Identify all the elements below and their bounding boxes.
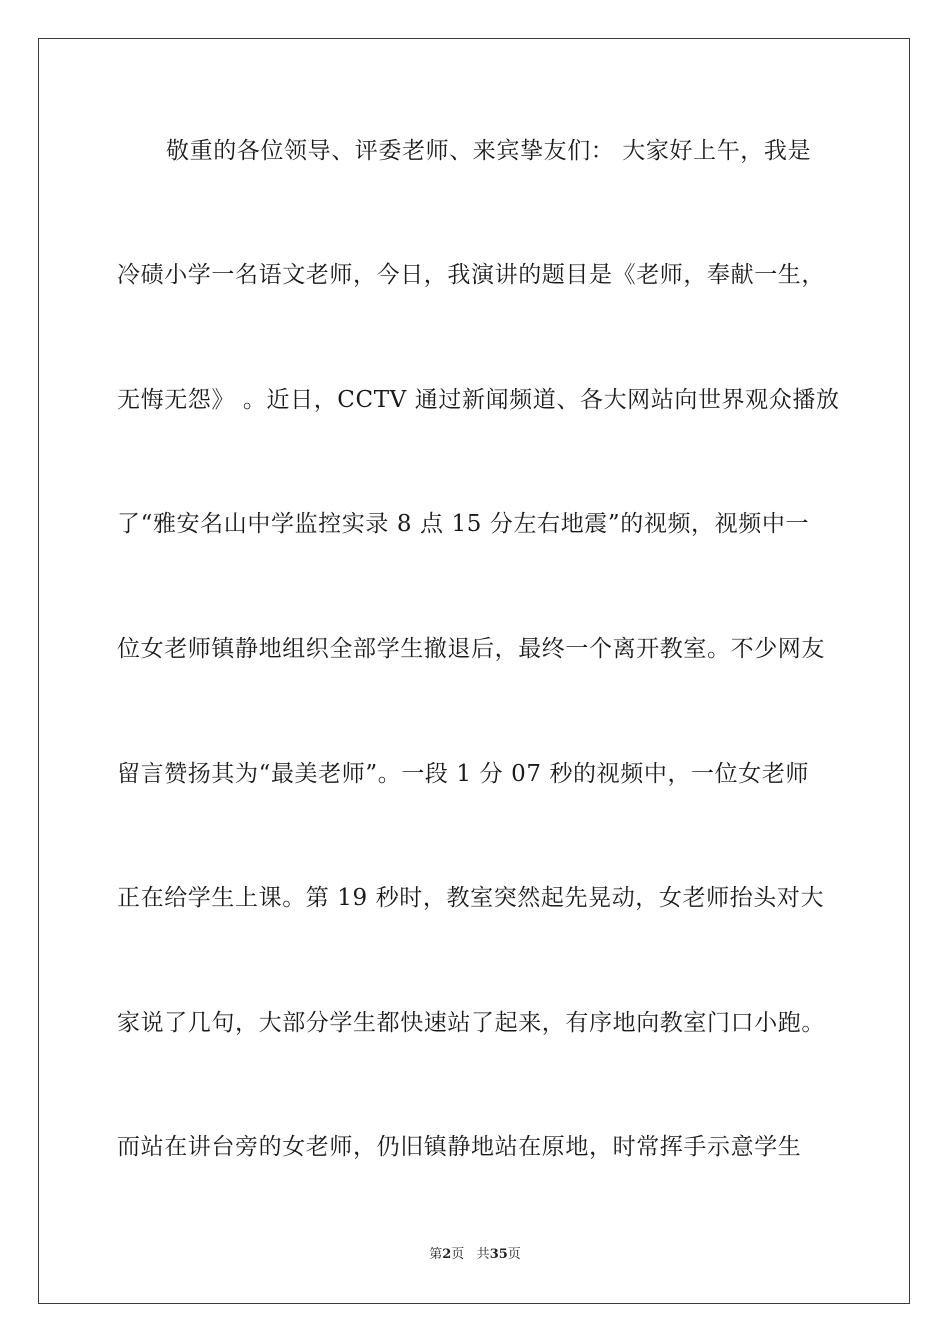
page-border bbox=[38, 38, 910, 1304]
body-text-line: 留言赞扬其为“最美老师”。一段 1 分 07 秒的视频中，一位女老师 bbox=[117, 761, 810, 787]
body-text-line: 敬重的各位领导、评委老师、来宾挚友们： 大家好上午，我是 bbox=[166, 138, 812, 164]
page-number: 2 bbox=[442, 1247, 452, 1262]
body-text-line: 无悔无怨》 。近日，CCTV 通过新闻频道、各大网站向世界观众播放 bbox=[117, 387, 840, 413]
total-pages: 35 bbox=[489, 1247, 508, 1262]
body-text-line: 正在给学生上课。第 19 秒时，教室突然起先晃动，女老师抬头对大 bbox=[117, 885, 825, 911]
page-footer bbox=[0, 1247, 950, 1263]
body-text-line: 了“雅安名山中学监控实录 8 点 15 分左右地震”的视频，视频中一 bbox=[117, 511, 810, 537]
body-text-line: 而站在讲台旁的女老师，仍旧镇静地站在原地，时常挥手示意学生 bbox=[117, 1134, 802, 1160]
body-text-line: 位女老师镇静地组织全部学生撤退后，最终一个离开教室。不少网友 bbox=[117, 636, 825, 662]
body-text-line: 冷碛小学一名语文老师，今日，我演讲的题目是《老师，奉献一生， bbox=[117, 262, 825, 288]
total-suffix: 页 bbox=[507, 1247, 521, 1262]
page-suffix: 页 bbox=[451, 1247, 465, 1262]
body-text-line: 家说了几句，大部分学生都快速站了起来，有序地向教室门口小跑。 bbox=[117, 1010, 825, 1036]
page-prefix: 第 bbox=[429, 1247, 443, 1262]
total-prefix: 共 bbox=[476, 1247, 490, 1262]
